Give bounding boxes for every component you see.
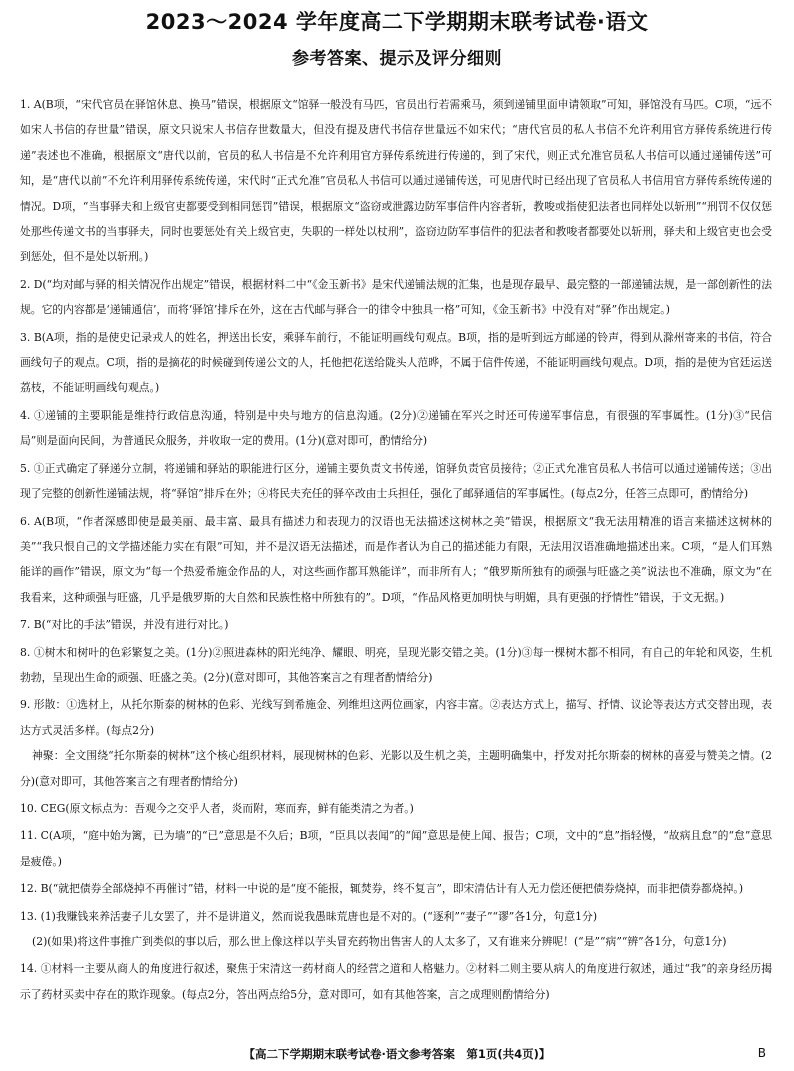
answer-item	[20, 876, 772, 901]
answer-text: 11. C(A项，“庭中始为篱，已为墙”的“已”意思是不久后；B项，“臣具以表闻”的“闻”意思是使上闻、报告；C项，文中的“息”指轻慢，“故病且怠”的“怠”意思是疲倦。)	[20, 829, 772, 868]
answer-text: 5. ①正式确定了驿递分立制，将递铺和驿站的职能进行区分，递铺主要负责文书传递，馆驿负责官员接待；②正式允准官员私人书信可以通过递铺传送；③出现了完整的创新性递铺法规，将“驿馆”排斥在外；④将民夫充任的驿卒改由士兵担任，强化了邮驿通信的军事属性。(每点2分，任答三点即可，酌情给分)	[20, 461, 772, 501]
answer-text: 13. (1)我赚钱来养活妻子儿女罢了，并不是讲道义，然而说我愚昧荒唐也是不对的。(“逐利”“妻子”“谬”各1分，句意1分)	[20, 909, 598, 923]
answer-item	[20, 956, 772, 1007]
answer-item	[20, 692, 772, 794]
answer-subparagraph: (2)(如果)将这件事推广到类似的事以后，那么世上像这样以芋头冒充药物出售害人的人太多了，又有谁来分辨呢！(“是”“病”“辨”各1分，句意1分)	[32, 935, 727, 948]
answer-item	[20, 456, 772, 507]
answer-item	[20, 823, 772, 874]
answer-text: 6. A(B项，“作者深感即使是最美丽、最丰富、最具有描述力和表现力的汉语也无法描述这树林之美”错误，根据原文“我无法用精准的语言来描述这树林的美”“我只恨自己的文学描述能力实在有限”可知，并不是汉语无法描述，而是作者认为自己的描述能力有限，无法用汉语准确地描述出来。C项，“是人们耳熟能详的画作”错误，原文为“每一个热爱希施金作品的人，对这些画作都耳熟能详”，而非所有人；“俄罗斯所独有的顽强与旺盛之美”说法也不准确，原文为“在我看来，这种顽强与旺盛，几乎是俄罗斯的大自然和民族性格中所独有的”。D项，“作品风格更加明快与明媚，具有更强的抒情性”错误，于文无据。)	[20, 514, 772, 604]
paper-version-label: B	[757, 1046, 766, 1060]
answer-item	[20, 796, 772, 821]
answer-text: 1. A(B项，“宋代官员在驿馆休息、换马”错误，根据原文“馆驿一般没有马匹，官员出行若需乘马，须到递铺里面申请领取”可知，驿馆没有马匹。C项，“远不如宋人书信的存世量”错误，原文只说宋人书信存世数量大，但没有提及唐代书信存世量远不如宋代；“唐代官员的私人书信不允许利用官方驿传系统进行传递”表述也不准确，根据原文“唐代以前，官员的私人书信是不允许利用官方驿传系统进行传递的，到了宋代，则正式允准官员私人书信可以通过递铺传送”可知，是“唐代以前”不允许利用驿传系统传递，宋代时“正式允准”官员私人书信可以通过递铺传送，可见唐代时已经出现了官员私人书信用官方驿传系统传递的情况。D项，“当事驿夫和上级官吏都要受到相同惩罚”错误，根据原文“盗窃或泄露边防军事信件内容者斩，教唆或指使犯法者也同样处以斩刑”“刑罚不仅仅惩处那些传递文书的当事驿夫，同时也要惩处有关上级官吏，失职的一样处以杖刑”，盗窃边防军事信件的犯法者和教唆者都要处以斩刑，驿夫和上级官吏也会受到惩处，但不是处以斩刑。)	[20, 98, 772, 264]
answer-item	[20, 640, 772, 691]
answer-item	[20, 612, 772, 637]
answer-item	[20, 92, 772, 270]
answer-item	[20, 904, 772, 955]
answer-item	[20, 325, 772, 401]
answer-item	[20, 509, 772, 611]
answer-subparagraph: 神聚：全文围绕“托尔斯泰的树林”这个核心组织材料，展现树林的色彩、光影以及生机之美，主题明确集中，抒发对托尔斯泰的树林的喜爱与赞美之情。(2分)(意对即可，其他答案言之有理者酌情给分)	[20, 749, 772, 788]
answer-item	[20, 403, 772, 454]
page-footer: 【高二下学期期末联考试卷·语文参考答案 第1页(共4页)】	[243, 1047, 551, 1061]
answer-text: 10. CEG(原文标点为：吾观今之交乎人者，炎而附，寒而弃，鲜有能类清之为者。)	[20, 801, 414, 815]
answer-text: 4. ①递铺的主要职能是维持行政信息沟通，特别是中央与地方的信息沟通。(2分)②递铺在军兴之时还可传递军事信息，有很强的军事属性。(1分)③“民信局”则是面向民间，为普通民众服务，并收取一定的费用。(1分)(意对即可，酌情给分)	[20, 408, 772, 448]
page-subtitle: 参考答案、提示及评分细则	[292, 49, 502, 69]
answer-text: 12. B(“就把债券全部烧掉不再催讨”错，材料一中说的是“度不能报，辄焚券，终不复言”，即宋清估计有人无力偿还便把债券烧掉，而非把债券都烧掉。)	[20, 882, 744, 896]
answer-text: 9. 形散：①选材上，从托尔斯泰的树林的色彩、光线写到希施金、列维坦这两位画家，内容丰富。②表达方式上，描写、抒情、议论等表达方式交替出现，表达方式灵活多样。(每点2分)	[20, 698, 772, 737]
answer-text: 8. ①树木和树叶的色彩繁复之美。(1分)②照进森林的阳光纯净、耀眼、明亮，呈现光影交错之美。(1分)③每一棵树木都不相同，有自己的年轮和风姿，生机勃勃，呈现出生命的顽强、旺盛之美。(2分)(意对即可，其他答案言之有理者酌情给分)	[20, 645, 772, 684]
answer-text: 14. ①材料一主要从商人的角度进行叙述，聚焦于宋清这一药材商人的经营之道和人格魅力。②材料二则主要从病人的角度进行叙述，通过“我”的亲身经历揭示了药材买卖中存在的欺诈现象。(每点2分，答出两点给5分，意对即可，如有其他答案，言之成理则酌情给分)	[20, 962, 772, 1001]
answer-item	[20, 272, 772, 323]
answer-text: 2. D(“均对邮与驿的相关情况作出规定”错误，根据材料二中“《金玉新书》是宋代递铺法规的汇集，也是现存最早、最完整的一部递铺法规，是一部创新性的法规。它的内容都是‘递铺通信’，而将‘驿馆’排斥在外，这在古代邮与驿合一的律令中独具一格”可知，《金玉新书》中没有对“驿”作出规定。)	[20, 277, 772, 317]
answer-text: 3. B(A项，指的是使史记录戎人的姓名，押送出长安，乘驿车前行，不能证明画线句观点。B项，指的是听到远方邮递的铃声，得到从滁州寄来的书信，符合画线句子的观点。C项，指的是摘花的时候碰到传递公文的人，托他把花送给陇头人范晔，不属于信件传递，不能证明画线句观点。D项，指的是使为官廷运送荔枝，不能证明画线句观点。)	[20, 330, 772, 395]
page-title: 2023～2024 学年度高二下学期期末联考试卷·语文	[145, 10, 649, 34]
answer-text: 7. B(“对比的手法”错误，并没有进行对比。)	[20, 618, 229, 632]
answer-list	[20, 92, 772, 1007]
